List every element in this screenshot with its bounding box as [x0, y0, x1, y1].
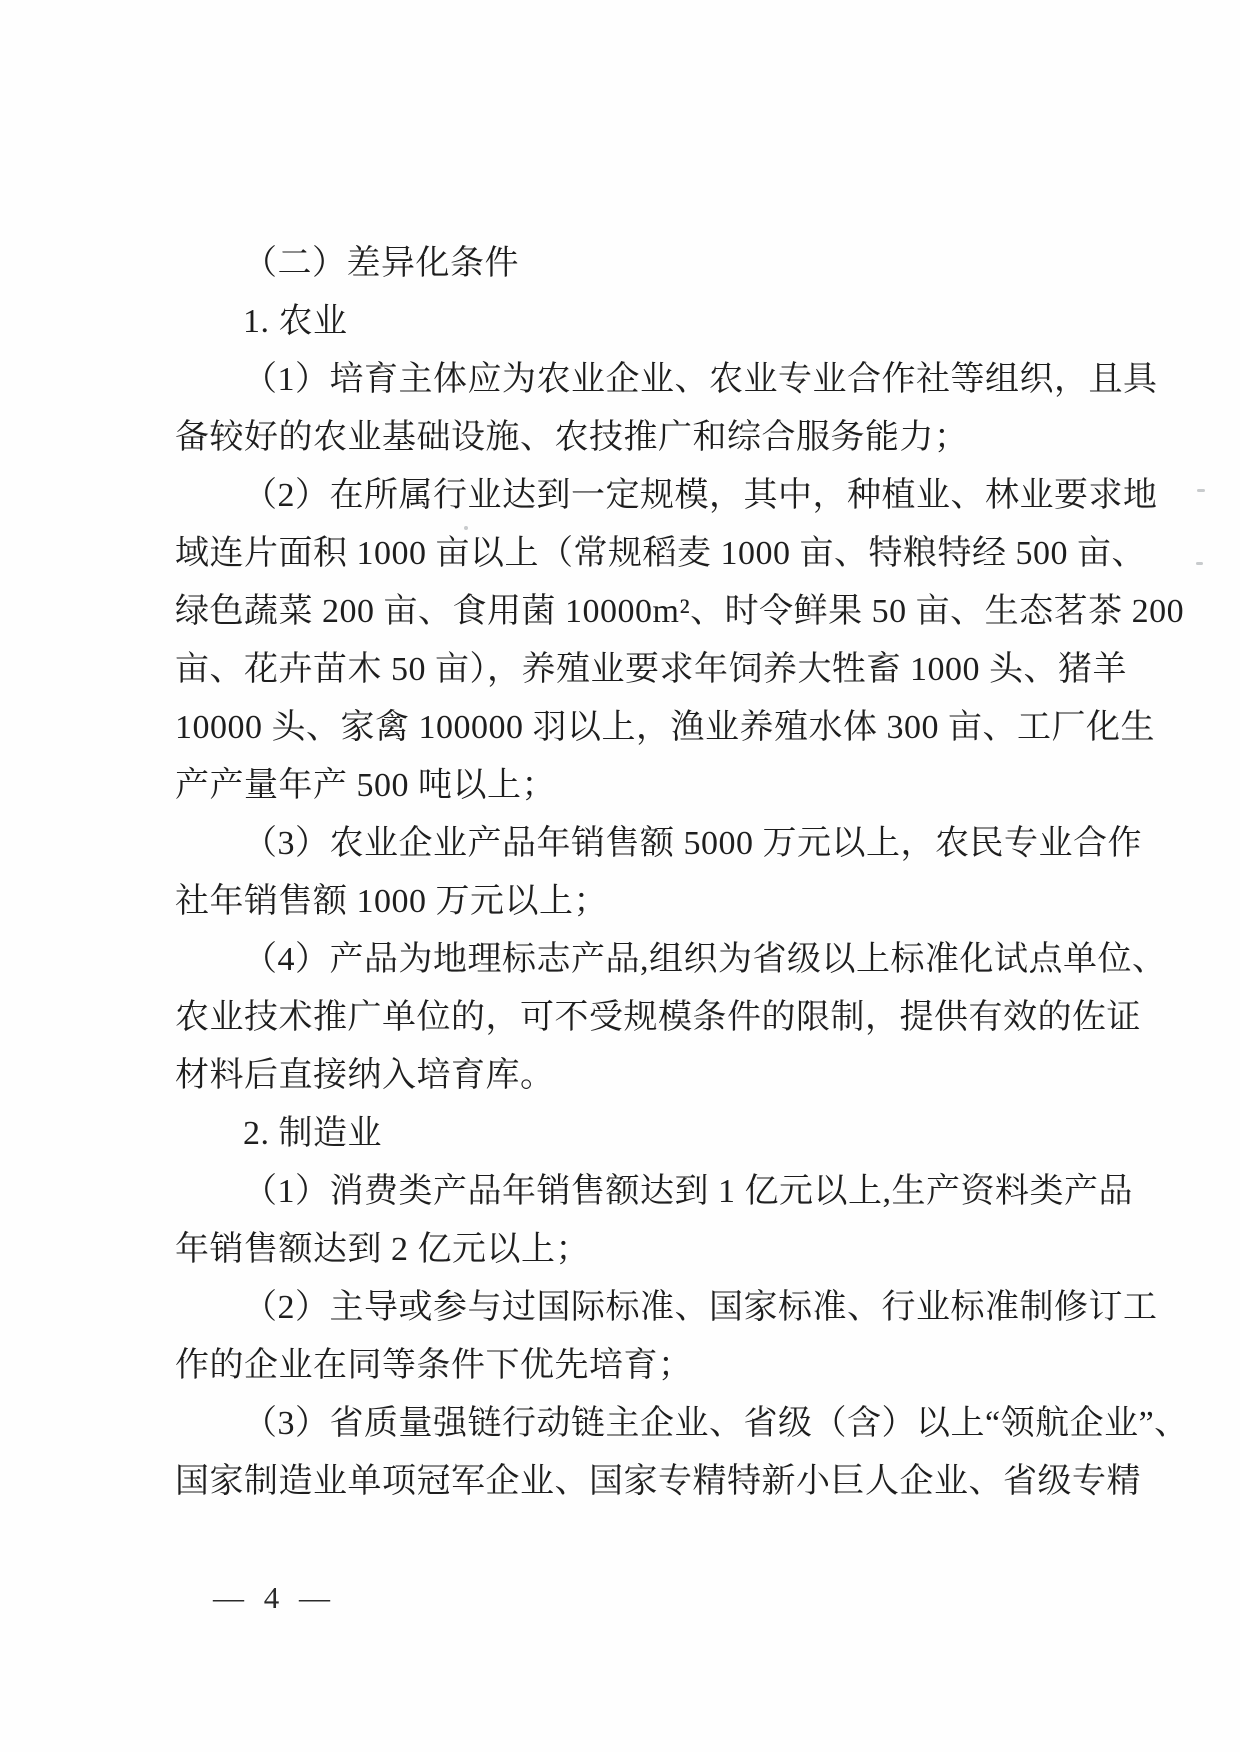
para-agriculture-1-line-2: 备较好的农业基础设施、农技推广和综合服务能力； — [175, 419, 969, 456]
scan-artifact — [1196, 562, 1203, 565]
para-manufacturing-2-line-1: （2）主导或参与过国际标准、国家标准、行业标准制修订工 — [243, 1289, 1158, 1326]
para-agriculture-4-line-3: 材料后直接纳入培育库。 — [175, 1057, 555, 1094]
para-agriculture-2-line-6: 产产量年产 500 吨以上； — [175, 767, 556, 804]
para-agriculture-2-line-1: （2）在所属行业达到一定规模，其中，种植业、林业要求地 — [243, 477, 1158, 514]
document-body — [175, 235, 1189, 1511]
para-manufacturing-3-line-2: 国家制造业单项冠军企业、国家专精特新小巨人企业、省级专精 — [175, 1463, 1141, 1500]
subsection-heading-manufacturing: 2. 制造业 — [243, 1115, 382, 1152]
para-manufacturing-1-line-1: （1）消费类产品年销售额达到 1 亿元以上,生产资料类产品 — [243, 1173, 1133, 1210]
para-manufacturing-2-line-2: 作的企业在同等条件下优先培育； — [175, 1347, 693, 1384]
para-agriculture-2-line-4: 亩、花卉苗木 50 亩），养殖业要求年饲养大牲畜 1000 头、猪羊 — [175, 651, 1127, 688]
para-agriculture-2-line-2: 域连片面积 1000 亩以上（常规稻麦 1000 亩、特粮特经 500 亩、 — [175, 535, 1146, 572]
para-agriculture-2-line-5: 10000 头、家禽 100000 羽以上，渔业养殖水体 300 亩、工厂化生 — [175, 709, 1155, 746]
scan-artifact — [464, 526, 468, 530]
scan-artifact — [1197, 489, 1205, 492]
para-agriculture-3-line-2: 社年销售额 1000 万元以上； — [175, 883, 608, 920]
para-agriculture-2-line-3: 绿色蔬菜 200 亩、食用菌 10000m²、时令鲜果 50 亩、生态茗茶 200 — [175, 593, 1185, 630]
section-heading-differentiation-conditions: （二）差异化条件 — [243, 245, 519, 282]
para-agriculture-3-line-1: （3）农业企业产品年销售额 5000 万元以上，农民专业合作 — [243, 825, 1142, 862]
subsection-heading-agriculture: 1. 农业 — [243, 303, 348, 340]
para-agriculture-1-line-1: （1）培育主体应为农业企业、农业专业合作社等组织，且具 — [243, 361, 1158, 398]
para-agriculture-4-line-1: （4）产品为地理标志产品,组织为省级以上标准化试点单位、 — [243, 941, 1167, 978]
page-number: — 4 — — [213, 1580, 336, 1615]
para-manufacturing-3-line-1: （3）省质量强链行动链主企业、省级（含）以上“领航企业”、 — [243, 1405, 1189, 1442]
para-manufacturing-1-line-2: 年销售额达到 2 亿元以上； — [175, 1231, 590, 1268]
para-agriculture-4-line-2: 农业技术推广单位的，可不受规模条件的限制，提供有效的佐证 — [175, 999, 1141, 1036]
